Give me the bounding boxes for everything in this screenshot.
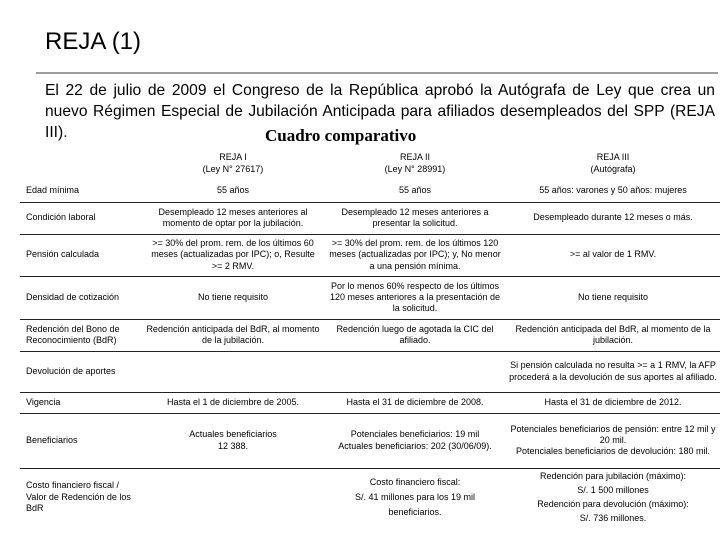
cell-reja1: >= 30% del prom. rem. de los últimos 60 meses (actualizadas por IPC); o, Resulte >= 2 RMV.: [142, 234, 324, 276]
cell-reja3: >= al valor de 1 RMV.: [506, 234, 720, 276]
cell-reja1: [142, 351, 324, 392]
cell-reja3: No tiene requisito: [506, 276, 720, 319]
cell-reja1: Actuales beneficiarios 12 388.: [142, 413, 324, 468]
table-row: [20, 319, 720, 351]
row-label: Beneficiarios: [20, 413, 142, 468]
cell-reja2: Por lo menos 60% respecto de los últimos 120 meses anteriores a la presentación de la solicitud.: [324, 276, 506, 319]
cell-reja3: Potenciales beneficiarios de pensión: entre 12 mil y 20 mil. Potenciales beneficiarios de devolución: 180 mil.: [506, 413, 720, 468]
cell-reja2: Redención luego de agotada la CIC del afiliado.: [324, 319, 506, 351]
cell-reja1: [142, 468, 324, 526]
table-row: [20, 276, 720, 319]
cell-reja2: [324, 351, 506, 392]
row-label: Vigencia: [20, 392, 142, 413]
header-reja3: REJA III (Autógrafa): [590, 152, 636, 174]
row-label: Redención del Bono de Reconocimiento (BdR): [20, 319, 142, 351]
cell-reja3: Redención anticipada del BdR, al momento de la jubilación.: [506, 319, 720, 351]
header-reja2: REJA II (Ley N° 28991): [384, 152, 446, 174]
table-subtitle: Cuadro comparativo: [265, 126, 417, 145]
table-row: [20, 202, 720, 234]
title-divider: [36, 72, 718, 74]
cell-reja3: Si pensión calculada no resulta >= a 1 RMV, la AFP procederá a la devolución de sus aportes al afiliado.: [506, 351, 720, 392]
row-label: Densidad de cotización: [20, 276, 142, 319]
row-label: Edad mínima: [20, 180, 142, 202]
cell-reja2: Desempleado 12 meses anteriores a presentar la solicitud.: [324, 202, 506, 234]
cell-reja1: Desempleado 12 meses anteriores al momento de optar por la jubilación.: [142, 202, 324, 234]
table-header-row: [20, 147, 720, 180]
cell-reja1: No tiene requisito: [142, 276, 324, 319]
cell-reja2: >= 30% del prom. rem. de los últimos 120 meses (actualizadas por IPC); y, No menor a una pensión mínima.: [324, 234, 506, 276]
table-row: [20, 413, 720, 468]
cell-reja2: Costo financiero fiscal: S/. 41 millones para los 19 mil beneficiarios.: [354, 476, 476, 517]
table-row: [20, 392, 720, 413]
cell-reja3: 55 años: varones y 50 años: mujeres: [506, 180, 720, 202]
row-label: Costo financiero fiscal / Valor de Redención de los BdR: [26, 480, 131, 513]
cell-reja3: Hasta el 31 de diciembre de 2012.: [506, 392, 720, 413]
comparison-table: [20, 147, 720, 526]
cell-reja1: Redención anticipada del BdR, al momento de la jubilación.: [142, 319, 324, 351]
table-row: [20, 351, 720, 392]
header-empty-cell: [20, 147, 142, 180]
table-row: [20, 468, 720, 526]
row-label: Condición laboral: [20, 202, 142, 234]
row-label: Pensión calculada: [20, 234, 142, 276]
table-row: [20, 180, 720, 202]
cell-reja2: 55 años: [324, 180, 506, 202]
cell-reja1: Hasta el 1 de diciembre de 2005.: [142, 392, 324, 413]
cell-reja3: Redención para jubilación (máximo): S/. 1 500 millones Redención para devolución (máximo): S/. 736 millones.: [537, 471, 689, 524]
cell-reja2: Potenciales beneficiarios: 19 mil Actuales beneficiarios: 202 (30/06/09).: [324, 413, 506, 468]
cell-reja3: Desempleado durante 12 meses o más.: [506, 202, 720, 234]
header-reja1: REJA I (Ley N° 27617): [202, 152, 264, 174]
slide-title: REJA (1): [45, 28, 142, 55]
intro-paragraph: El 22 de julio de 2009 el Congreso de la República aprobó la Autógrafa de Ley que crea un nuevo Régimen Especial de Jubilación Anticipada para afiliados desempleados del SPP (REJA III).: [45, 82, 715, 141]
cell-reja2: Hasta el 31 de diciembre de 2008.: [324, 392, 506, 413]
table-row: [20, 234, 720, 276]
row-label: Devolución de aportes: [20, 351, 142, 392]
cell-reja1: 55 años: [142, 180, 324, 202]
